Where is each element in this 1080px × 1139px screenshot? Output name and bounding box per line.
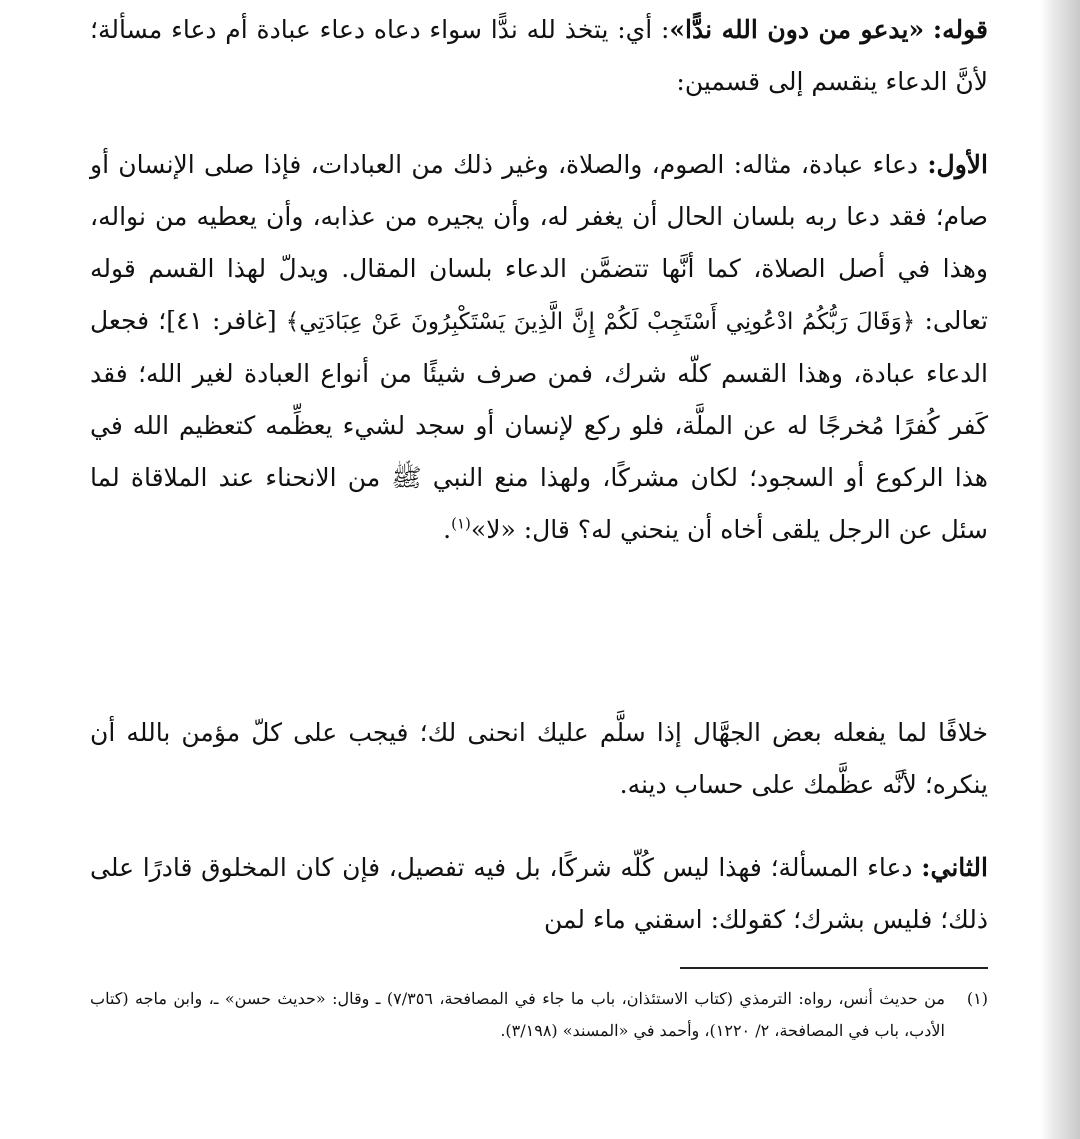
paragraph-2-text: دعاء عبادة، مثاله: الصوم، والصلاة، وغير ذلك من العبادات، فإذا صلى الإنسان أو صام؛ فقد دعا ربه بلسان الحال أن يغفر له، وأن يجيره من عذابه، وأن يعطيه من نواله، وهذا في أصل الصلاة، كما أنَّها تتضمَّن الدعاء بلسان المقال. ويدلّ لهذا القسم قوله تعالى: [90,150,988,335]
paragraph-2 [90,139,988,556]
paragraph-4-label: الثاني: [921,853,988,882]
quran-verse: ﴿وَقَالَ رَبُّكُمُ ادْعُونِي أَسْتَجِبْ لَكُمْ إِنَّ الَّذِينَ يَسْتَكْبِرُونَ عَنْ عِبَادَتِي﴾ [285,309,916,335]
footnote-separator [680,967,988,969]
paragraph-3-text: خلافًا لما يفعله بعض الجهَّال إذا سلَّم عليك انحنى لك؛ فيجب على كلّ مؤمن بالله أن ينكره؛ لأنَّه عظَّمك على حساب دينه. [90,718,988,799]
paragraph-2-label: الأول: [927,150,988,179]
paragraph-4 [90,842,988,946]
footnote-ref: (١) [451,514,471,533]
footnote-number: (١) [966,989,988,1008]
paragraph-2-after-verse: [غافر: ٤١]؛ فجعل الدعاء عبادة، وهذا القسم كلّه شرك، فمن صرف شيئًا من أنواع العبادة لغير الله؛ فقد كَفر كُفرًا مُخرجًا له عن الملَّة، فلو ركع لإنسان أو سجد لشيء يعظِّمه كتعظيم الله في هذا الركوع أو السجود؛ لكان مشركًا، ولهذا منع النبي ﷺ من الانحناء عند الملاقاة لما سئل عن الرجل يلقى أخاه أن ينحني له؟ قال: «لا» [90,306,988,544]
paragraph-1-text: : أي: يتخذ لله ندًّا سواء دعاه دعاء عبادة أم دعاء مسألة؛ لأنَّ الدعاء ينقسم إلى قسمين: [90,15,988,96]
paragraph-2-end: . [443,515,452,544]
paragraph-1-quote: «يدعو من دون الله ندًّا» [669,15,925,44]
footnote-text: من حديث أنس، رواه: الترمذي (كتاب الاستئذان، باب ما جاء في المصافحة، ٧/٣٥٦) ـ وقال: «حديث حسن» ـ، وابن ماجه (كتاب الأدب، باب في المصافحة، ٢/ ١٢٢٠)، وأحمد في «المسند» (٣/١٩٨). [90,989,945,1040]
footnote [90,983,988,1047]
paragraph-4-text: دعاء المسألة؛ فهذا ليس كُلّه شركًا، بل فيه تفصيل، فإن كان المخلوق قادرًا على ذلك؛ فليس بشرك؛ كقولك: اسقني ماء لمن [90,853,988,934]
paragraph-3 [90,707,988,811]
paragraph-1-label: قوله: [932,15,989,44]
page-edge-shadow [1040,0,1080,1139]
paragraph-1 [90,4,988,108]
